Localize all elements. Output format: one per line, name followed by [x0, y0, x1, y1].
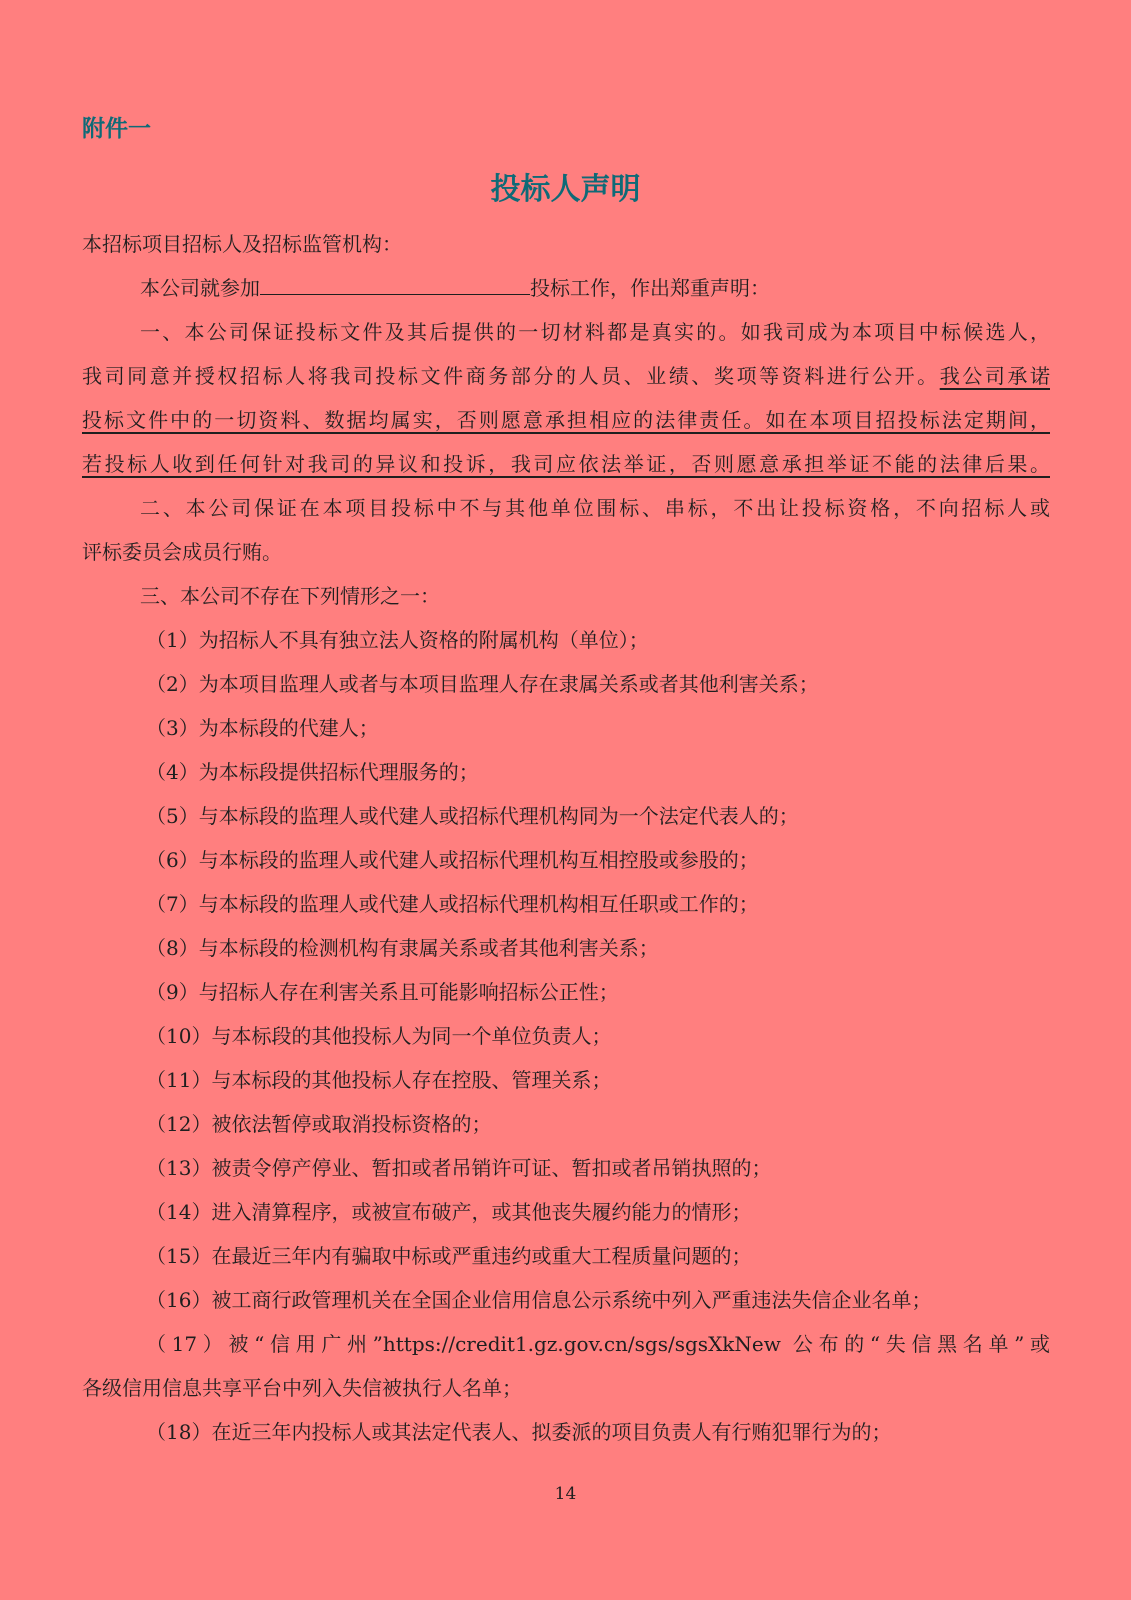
clause-1-line-2-plain: 我司同意并授权招标人将我司投标文件商务部分的人员、业绩、奖项等资料进行公开。 [82, 364, 940, 388]
list-item-6: （6）与本标段的监理人或代建人或招标代理机构互相控股或参股的； [146, 848, 759, 872]
list-item-12: （12）被依法暂停或取消投标资格的； [146, 1112, 492, 1136]
list-item-9: （9）与招标人存在利害关系且可能影响招标公正性； [146, 980, 619, 1004]
clause-2-line-2: 评标委员会成员行贿。 [82, 540, 282, 564]
clause-1-line-3: 投标文件中的一切资料、数据均属实，否则愿意承担相应的法律责任。如在本项目招投标法定期间， [82, 408, 1050, 432]
intro-after: 投标工作，作出郑重声明： [530, 276, 770, 300]
clause-1-line-1: 一、本公司保证投标文件及其后提供的一切材料都是真实的。如我司成为本项目中标候选人， [140, 320, 1050, 344]
clause-3-heading: 三、本公司不存在下列情形之一： [140, 584, 440, 608]
list-item-8: （8）与本标段的检测机构有隶属关系或者其他利害关系； [146, 936, 659, 960]
list-item-5: （5）与本标段的监理人或代建人或招标代理机构同为一个法定代表人的； [146, 804, 799, 828]
list-item-14: （14）进入清算程序，或被宣布破产，或其他丧失履约能力的情形； [146, 1200, 752, 1224]
list-item-4: （4）为本标段提供招标代理服务的； [146, 760, 479, 784]
list-item-1: （1）为招标人不具有独立法人资格的附属机构（单位）； [146, 628, 649, 652]
clause-1-line-2-underlined: 我公司承诺 [939, 364, 1050, 388]
intro-line [82, 266, 1050, 310]
document-title: 投标人声明 [490, 172, 641, 207]
attachment-label: 附件一 [82, 116, 151, 142]
list-item-17-line-2: 各级信用信息共享平台中列入失信被执行人名单； [82, 1376, 522, 1400]
list-item-15: （15）在最近三年内有骗取中标或严重违约或重大工程质量问题的； [146, 1244, 752, 1268]
intro-before: 本公司就参加 [140, 276, 260, 300]
clause-1-line-2 [82, 354, 1050, 398]
salutation: 本招标项目招标人及招标监管机构： [82, 232, 402, 256]
list-item-16: （16）被工商行政管理机关在全国企业信用信息公示系统中列入严重违法失信企业名单； [146, 1288, 932, 1312]
clause-2-line-1: 二、本公司保证在本项目投标中不与其他单位围标、串标，不出让投标资格，不向招标人或 [140, 496, 1050, 520]
clause-1-line-4: 若投标人收到任何针对我司的异议和投诉，我司应依法举证，否则愿意承担举证不能的法律后果。 [82, 452, 1050, 476]
list-item-10: （10）与本标段的其他投标人为同一个单位负责人； [146, 1024, 612, 1048]
list-item-13: （13）被责令停产停业、暂扣或者吊销许可证、暂扣或者吊销执照的； [146, 1156, 772, 1180]
project-name-blank [260, 267, 530, 295]
list-item-3: （3）为本标段的代建人； [146, 716, 379, 740]
list-item-18: （18）在近三年内投标人或其法定代表人、拟委派的项目负责人有行贿犯罪行为的； [146, 1420, 892, 1444]
list-item-2: （2）为本项目监理人或者与本项目监理人存在隶属关系或者其他利害关系； [146, 672, 819, 696]
list-item-11: （11）与本标段的其他投标人存在控股、管理关系； [146, 1068, 612, 1092]
document-body [82, 222, 1050, 1454]
list-item-17-line-1: （17）被“信用广州”https://credit1.gz.gov.cn/sgs/sgsXkNew 公布的“失信黑名单”或 [146, 1332, 1050, 1356]
page-number: 14 [554, 1484, 577, 1504]
list-item-7: （7）与本标段的监理人或代建人或招标代理机构相互任职或工作的； [146, 892, 759, 916]
